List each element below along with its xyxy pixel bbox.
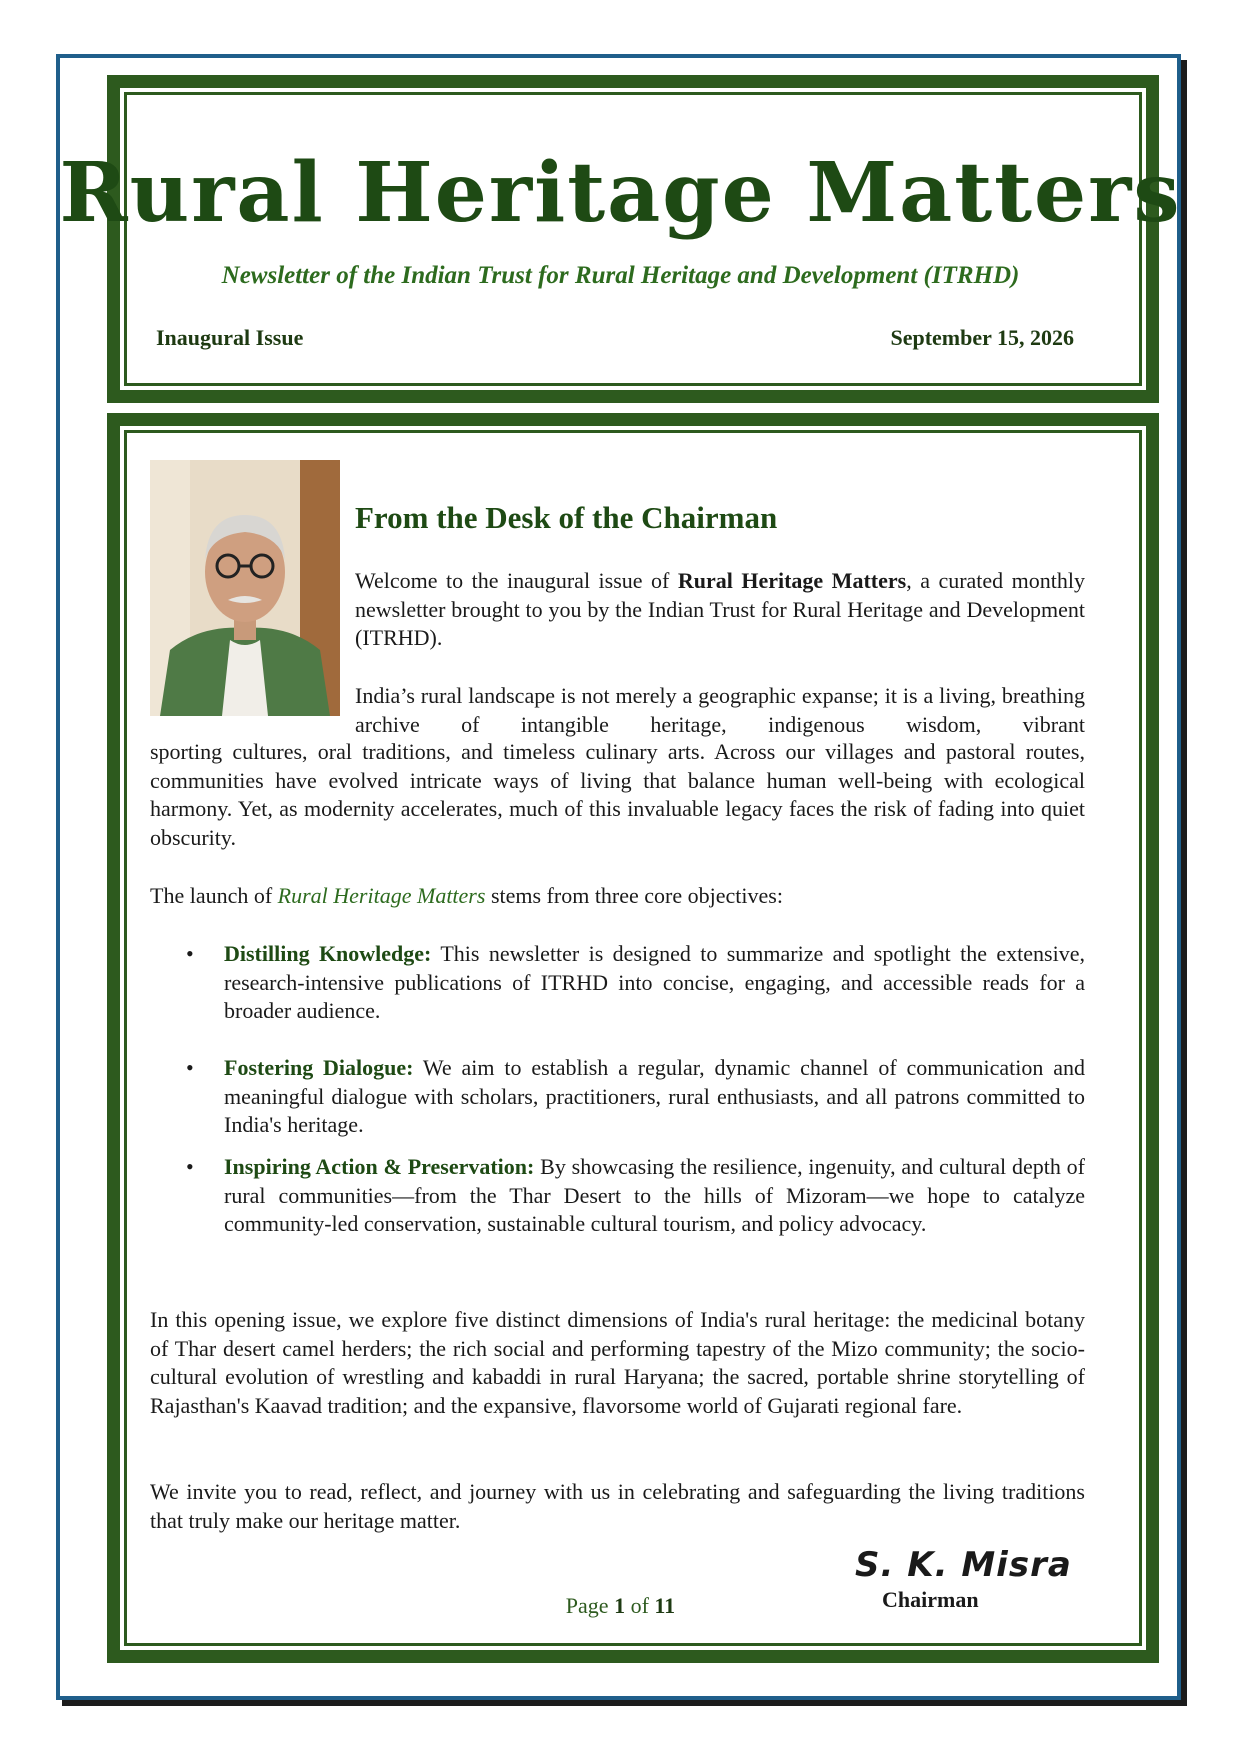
newsletter-name: Rural Heritage Matters [677,568,907,593]
bullet-icon: • [186,941,194,966]
portrait-image [150,460,340,716]
newsletter-title: Rural Heritage Matters [59,145,1182,241]
chairman-photo [150,460,340,716]
bullet-icon: • [186,1055,194,1080]
newsletter-subtitle: Newsletter of the Indian Trust for Rural Heritage and Development (ITRHD) [221,262,1020,289]
issue-label: Inaugural Issue [156,325,304,350]
list-item: • Fostering Dialogue: We aim to establish a regular, dynamic channel of communication and meaningful dialogue with scholars, practitioners, rural enthusiasts, and all patrons committed to India's heritage. [186,1055,1085,1137]
landscape-paragraph-rest: sporting cultures, oral traditions, and timeless culinary arts. Across our villages and pastoral routes, communities have evolved intricate ways of living that balance human well-being with ecological harmony. Yet, as modernity accelerates, much of this invaluable legacy faces the risk of fading into quiet obscurity. [150,739,1085,850]
intro-paragraph: Welcome to the inaugural issue of Rural Heritage Matters, a curated monthly newsletter brought to you by the Indian Trust for Rural Heritage and Development (ITRHD). [355,568,1086,650]
page-number: Page 1 of 11 [565,1593,676,1618]
chairman-signature: S. K. Misra [855,1545,1072,1585]
newsletter-name-italic: Rural Heritage Matters [277,883,486,908]
issue-overview-paragraph: In this opening issue, we explore five distinct dimensions of India's rural heritage: the medicinal botany of Thar desert camel herders; the rich social and performing tapestry of the Mizo community; the socio-cultural evolution of wrestling and kabaddi in rural Haryana; the sacred, portable shrine storytelling of Rajasthan's Kaavad tradition; and the expansive, flavorsome world of Gujarati regional fare. [150,1307,1085,1418]
signature-role: Chairman [882,1587,979,1612]
list-item: • Inspiring Action & Preservation: By showcasing the resilience, ingenuity, and cultural depth of rural communities—from the Thar Desert to the hills of Mizoram—we hope to catalyze community-led conservation, sustainable cultural tourism, and policy advocacy. [186,1154,1085,1236]
issue-date: September 15, 2026 [890,325,1074,350]
landscape-paragraph-start: India’s rural landscape is not merely a geographic expanse; it is a living, breathing archive of intangible heritage, indigenous wisdom, vibrant [355,683,1085,737]
list-item: • Distilling Knowledge: This newsletter is designed to summarize and spotlight the extensive, research-intensive publications of ITRHD into concise, engaging, and accessible reads for a broader audience. [186,941,1085,1023]
closing-paragraph: We invite you to read, reflect, and journey with us in celebrating and safeguarding the living traditions that truly make our heritage matter. [150,1479,1085,1533]
bullet-icon: • [186,1154,194,1179]
article-heading: From the Desk of the Chairman [355,500,778,535]
objectives-intro: The launch of Rural Heritage Matters stems from three core objectives: [150,883,783,908]
